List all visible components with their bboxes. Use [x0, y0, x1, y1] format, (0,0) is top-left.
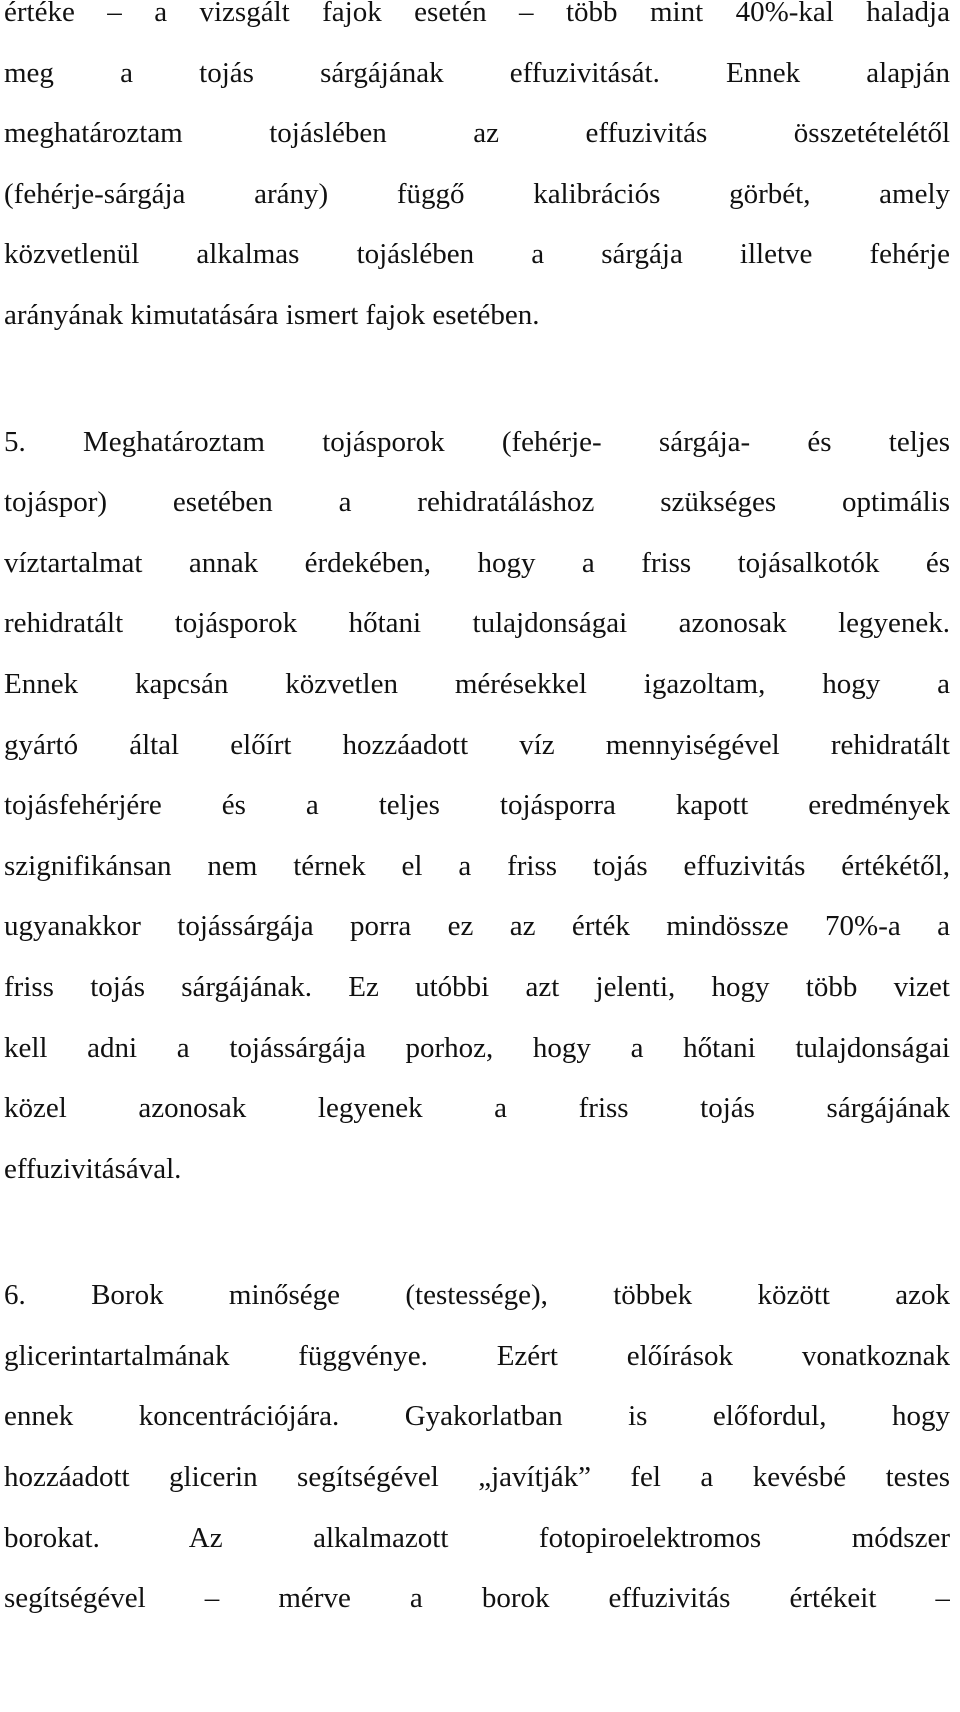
text-line: Ennek kapcsán közvetlen mérésekkel igazoltam, hogy a: [4, 667, 950, 700]
text-line: effuzivitásával.: [4, 1152, 182, 1185]
text-line: arányának kimutatására ismert fajok esetében.: [4, 298, 540, 331]
text-line: gyártó által előírt hozzáadott víz mennyiségével rehidratált: [4, 728, 950, 761]
text-line: meg a tojás sárgájának effuzivitását. Ennek alapján: [4, 56, 950, 89]
text-line: tojáspor) esetében a rehidratáláshoz szükséges optimális: [4, 486, 950, 519]
text-line: ugyanakkor tojássárgája porra ez az érték mindössze 70%-a a: [4, 910, 950, 943]
paragraph-gap: [4, 346, 950, 412]
text-line: ennek koncentrációjára. Gyakorlatban is előfordul, hogy: [4, 1400, 950, 1433]
text-line: (fehérje-sárgája arány) függő kalibrációs görbét, amely: [4, 177, 950, 210]
text-line: szignifikánsan nem térnek el a friss tojás effuzivitás értékétől,: [4, 849, 950, 882]
text-line: közel azonosak legyenek a friss tojás sárgájának: [4, 1092, 950, 1125]
text-line: hozzáadott glicerin segítségével „javítják” fel a kevésbé testes: [4, 1461, 950, 1494]
text-line: 5. Meghatároztam tojásporok (fehérje- sárgája- és teljes: [4, 425, 950, 458]
paragraph-item-5: [4, 412, 950, 1200]
text-line: meghatároztam tojáslében az effuzivitás összetételétől: [4, 117, 950, 150]
text-line: kell adni a tojássárgája porhoz, hogy a hőtani tulajdonságai: [4, 1031, 950, 1064]
text-line: tojásfehérjére és a teljes tojásporra kapott eredmények: [4, 789, 950, 822]
text-line: segítségével – mérve a borok effuzivitás értékeit –: [4, 1582, 950, 1615]
text-line: 6. Borok minősége (testessége), többek között azok: [4, 1279, 950, 1312]
text-line: borokat. Az alkalmazott fotopiroelektromos módszer: [4, 1521, 950, 1554]
text-line: közvetlenül alkalmas tojáslében a sárgája illetve fehérje: [4, 238, 950, 271]
paragraph-gap: [4, 1199, 950, 1265]
text-line: glicerintartalmának függvénye. Ezért előírások vonatkoznak: [4, 1339, 950, 1372]
text-line: értéke – a vizsgált fajok esetén – több mint 40%-kal haladja: [4, 0, 950, 28]
text-line: rehidratált tojásporok hőtani tulajdonságai azonosak legyenek.: [4, 607, 950, 640]
text-line: friss tojás sárgájának. Ez utóbbi azt jelenti, hogy több vizet: [4, 970, 950, 1003]
paragraph-effusivity-calibration: [4, 0, 950, 346]
paragraph-item-6: [4, 1265, 950, 1629]
text-line: víztartalmat annak érdekében, hogy a friss tojásalkotók és: [4, 546, 950, 579]
